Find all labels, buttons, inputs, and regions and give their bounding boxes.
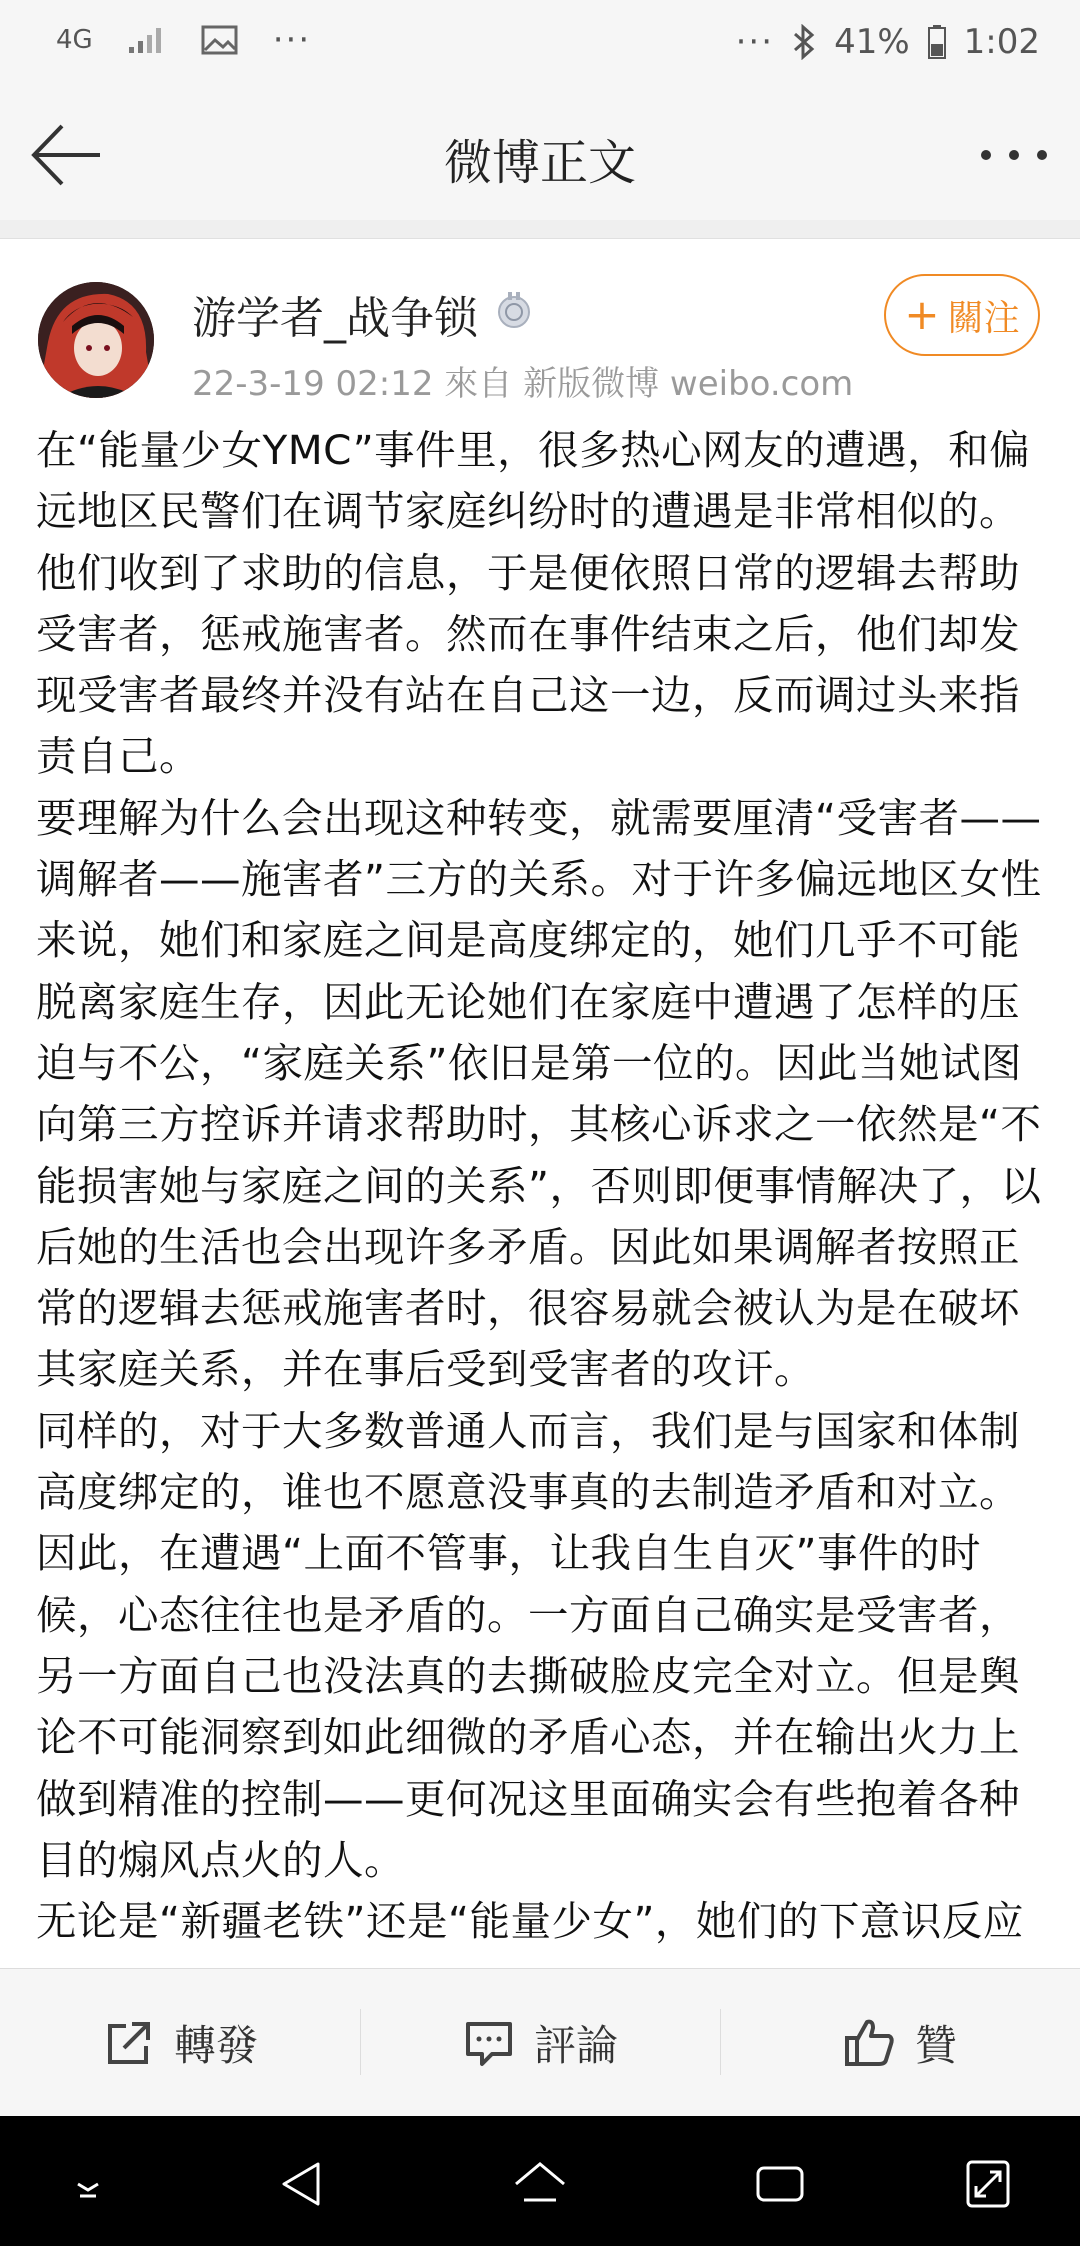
paragraph: 同样的，对于大多数普通人而言，我们是与国家和体制高度绑定的，谁也不愿意没事真的去制造矛盾和对立。因此，在遭遇“上面不管事，让我自生自灭”事件的时候，心态往往也是矛盾的。一方面自己确实是受害者，另一方面自己也没法真的去撕破脸皮完全对立。但是舆论不可能洞察到如此细微的矛盾心态，并在输出火力上做到精准的控制——更何况这里面确实会有些抱着各种目的煽风点火的人。 bbox=[36, 1406, 1020, 1884]
battery-percent: 41% bbox=[834, 22, 910, 62]
back-nav-icon[interactable] bbox=[272, 2156, 332, 2212]
paragraph: 无论是“新疆老铁”还是“能量少女”，她们的下意识反应 bbox=[36, 1897, 1024, 1946]
repost-button[interactable] bbox=[0, 1969, 360, 2117]
battery-icon bbox=[928, 25, 946, 59]
comment-label: 評論 bbox=[533, 2021, 618, 2070]
comment-button[interactable] bbox=[360, 1969, 720, 2117]
follow-button[interactable] bbox=[884, 274, 1040, 356]
comment-icon bbox=[462, 2016, 516, 2070]
medal-badge-icon bbox=[494, 290, 534, 330]
like-label: 贊 bbox=[914, 2021, 957, 2070]
recent-apps-icon[interactable] bbox=[750, 2156, 810, 2212]
system-nav-bar bbox=[0, 2116, 1080, 2246]
separator bbox=[0, 220, 1080, 239]
status-more-right-icon: ··· bbox=[735, 22, 775, 62]
repost-label: 轉發 bbox=[173, 2021, 258, 2070]
post-body bbox=[36, 420, 1046, 1968]
post-header bbox=[0, 238, 1080, 408]
hide-keyboard-icon[interactable] bbox=[58, 2156, 118, 2212]
image-icon bbox=[201, 24, 239, 56]
status-more-icon: ··· bbox=[272, 20, 312, 60]
paragraph: 在“能量少女YMC”事件里，很多热心网友的遭遇，和偏远地区民警们在调节家庭纠纷时的遭遇是非常相似的。他们收到了求助的信息，于是便依照日常的逻辑去帮助受害者，惩戒施害者。然而在事件结束之后，他们却发现受害者最终并没有站在自己这一边，反而调过头来指责自己。 bbox=[36, 426, 1031, 781]
repost-icon bbox=[102, 2016, 156, 2070]
action-bar bbox=[0, 1968, 1080, 2117]
post-meta: 22-3-19 02:12 來自 新版微博 weibo.com bbox=[192, 364, 854, 404]
follow-label: 關注 bbox=[947, 297, 1020, 339]
clock: 1:02 bbox=[963, 22, 1040, 62]
expand-icon[interactable] bbox=[958, 2156, 1018, 2212]
home-nav-icon[interactable] bbox=[510, 2156, 570, 2212]
title-bar bbox=[0, 90, 1080, 221]
plus-icon: + bbox=[904, 290, 940, 339]
status-bar bbox=[0, 0, 1080, 90]
username[interactable]: 游学者_战争锁 bbox=[192, 293, 478, 344]
page-title: 微博正文 bbox=[443, 135, 636, 191]
network-4g-icon: 4G bbox=[56, 25, 93, 55]
like-button[interactable] bbox=[720, 1969, 1080, 2117]
bluetooth-icon bbox=[792, 24, 816, 60]
thumbs-up-icon bbox=[843, 2016, 897, 2070]
more-options-icon[interactable] bbox=[976, 140, 1052, 170]
avatar[interactable] bbox=[38, 282, 154, 398]
signal-icon bbox=[127, 25, 167, 55]
paragraph: 要理解为什么会出现这种转变，就需要厘清“受害者——调解者——施害者”三方的关系。对于许多偏远地区女性来说，她们和家庭之间是高度绑定的，她们几乎不可能脱离家庭生存，因此无论她们在家庭中遭遇了怎样的压迫与不公，“家庭关系”依旧是第一位的。因此当她试图向第三方控诉并请求帮助时，其核心诉求之一依然是“不能损害她与家庭之间的关系”，否则即便事情解决了，以后她的生活也会出现许多矛盾。因此如果调解者按照正常的逻辑去惩戒施害者时，很容易就会被认为是在破坏其家庭关系，并在事后受到受害者的攻讦。 bbox=[36, 793, 1042, 1394]
